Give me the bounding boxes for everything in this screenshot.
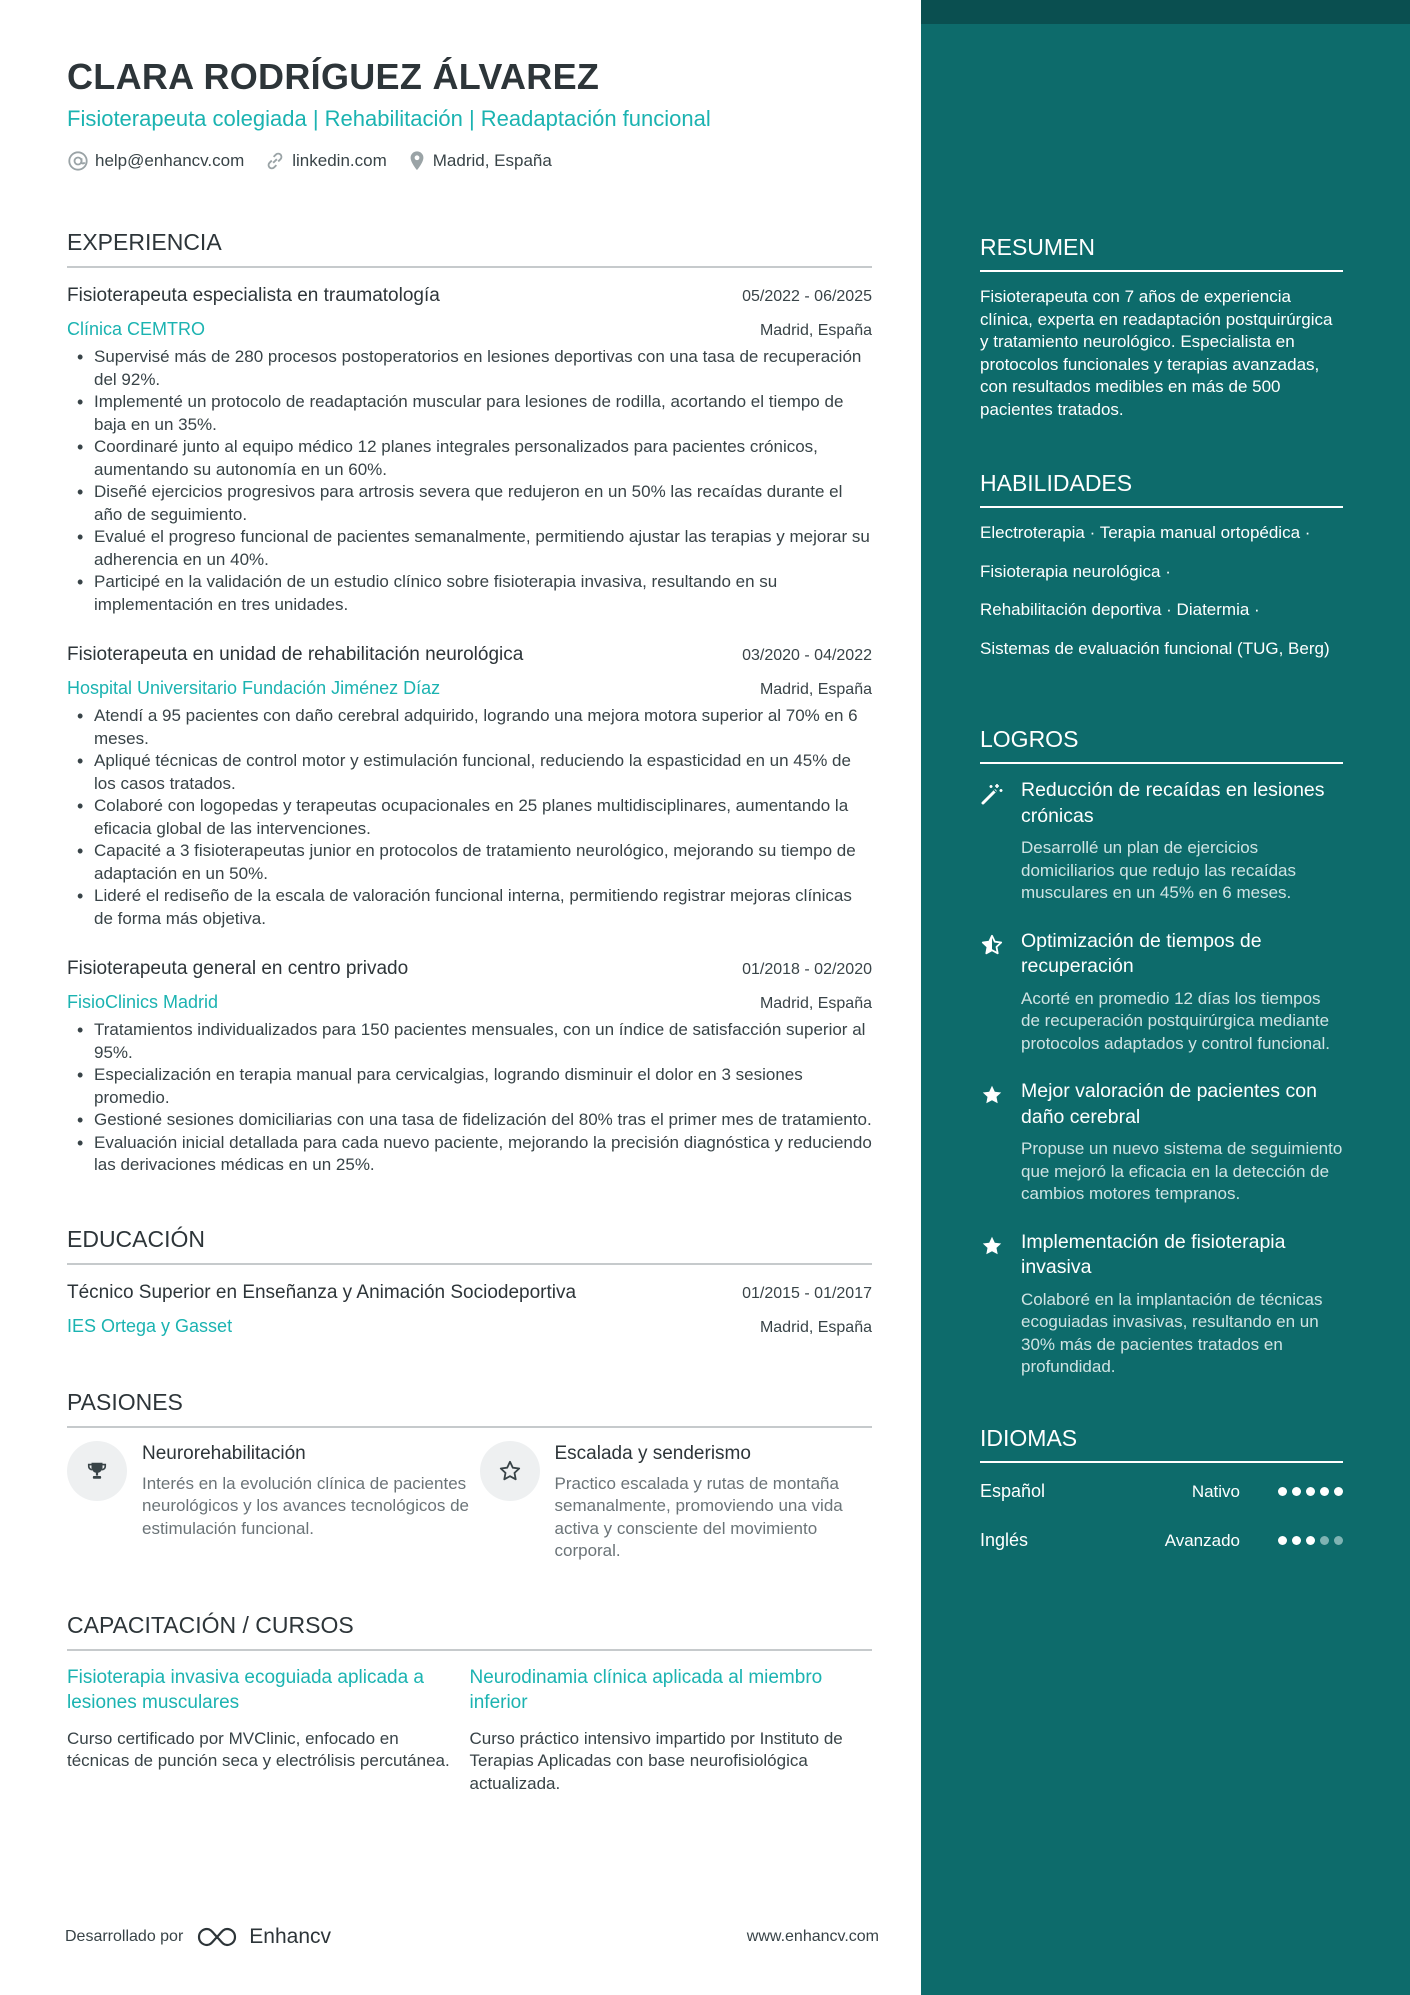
bullet-item: • Participé en la validación de un estudio clínico sobre fisioterapia invasiva, resultando en su implementación en tres unidades. (67, 571, 872, 616)
job-company: Clínica CEMTRO (67, 319, 206, 339)
school-location: Madrid, España (759, 1318, 872, 1336)
passion-title: Escalada y senderismo (554, 1442, 751, 1464)
courses-section (67, 1610, 872, 1796)
contact-linkedin[interactable] (264, 150, 387, 172)
brand-name: Enhancv (249, 1925, 332, 1948)
rating-dot-empty (1320, 1536, 1329, 1545)
rating-dot-filled (1278, 1487, 1287, 1496)
achievement-desc: Acorté en promedio 12 días los tiempos de recuperación postquirúrgica mediante protocolos adaptados y control funcional. (1021, 988, 1331, 1053)
passions-section (67, 1387, 872, 1563)
bullet-item: • Diseñé ejercicios progresivos para artrosis severa que redujeron en un 50% las recaídas durante el año de seguimiento. (67, 481, 872, 526)
email-text: help@enhancv.com (95, 151, 245, 170)
skill-line: Sistemas de evaluación funcional (TUG, Berg) (980, 638, 1330, 658)
trophy-icon (86, 1460, 108, 1482)
rating-dot-filled (1292, 1536, 1301, 1545)
skills-heading: HABILIDADES (980, 468, 1343, 508)
school-name: IES Ortega y Gasset (67, 1315, 233, 1336)
job-bullets (67, 1019, 872, 1177)
bullet-item: • Apliqué técnicas de control motor y estimulación funcional, reduciendo la espasticidad en un 45% de los casos tratados. (67, 750, 872, 795)
passion-title: Neurorehabilitación (142, 1442, 306, 1464)
achievement-item (980, 1230, 1343, 1379)
bullet-item: • Supervisé más de 280 procesos postoperatorios en lesiones deportivas con una tasa de recuperación del 92%. (67, 346, 872, 391)
bullet-item: • Lideré el rediseño de la escala de valoración funcional interna, permitiendo registrar mejoras clínicas de forma más objetiva. (67, 885, 872, 930)
job-dates: 05/2022 - 06/2025 (742, 288, 872, 305)
job-company: FisioClinics Madrid (67, 992, 219, 1012)
achievement-item (980, 778, 1343, 905)
achievement-desc: Propuse un nuevo sistema de seguimiento que mejoró la eficacia en la detección de cambios motores tempranos. (1021, 1139, 1343, 1203)
passion-desc: Interés en la evolución clínica de pacientes neurológicos y los avances tecnológicos de estimulación funcional. (142, 1473, 469, 1538)
candidate-name: CLARA RODRÍGUEZ ÁLVAREZ (67, 56, 600, 97)
course-desc: Curso práctico intensivo impartido por Instituto de Terapias Aplicadas con base neurofisiológica actualizada. (469, 1728, 843, 1793)
candidate-title: Fisioterapeuta colegiada | Rehabilitación | Readaptación funcional (67, 106, 711, 131)
languages-heading: IDIOMAS (980, 1423, 1343, 1463)
brand-logo[interactable] (195, 1925, 331, 1949)
skill-line: Fisioterapia neurológica · (980, 561, 1171, 581)
job-dates: 01/2018 - 02/2020 (742, 961, 872, 978)
star-icon (980, 1083, 1004, 1107)
languages-section (980, 1423, 1343, 1554)
job-entry (67, 956, 872, 1177)
course-desc: Curso certificado por MVClinic, enfocado en técnicas de punción seca y electrólisis percutánea. (67, 1728, 450, 1770)
linkedin-text: linkedin.com (292, 151, 387, 170)
passion-desc: Practico escalada y rutas de montaña semanalmente, promoviendo una vida activa y consciente del movimiento corporal. (554, 1473, 843, 1560)
passion-item (470, 1441, 873, 1563)
bullet-item: • Evalué el progreso funcional de pacientes semanalmente, permitiendo ajustar las terapias y mejorar su adherencia en un 40%. (67, 526, 872, 571)
summary-text: Fisioterapeuta con 7 años de experiencia clínica, experta en readaptación postquirúrgica y tratamiento neurológico. Especialista en protocolos funcionales y terapias avanzadas, con resultados medibles en más de 500 pacientes tratados. (980, 287, 1333, 419)
achievement-title: Optimización de tiempos de recuperación (1021, 929, 1262, 977)
education-heading: EDUCACIÓN (67, 1224, 872, 1265)
achievements-heading: LOGROS (980, 724, 1343, 764)
rating-dot-filled (1334, 1487, 1343, 1496)
footer (65, 1925, 879, 1949)
achievement-item (980, 1079, 1343, 1206)
language-item (980, 1528, 1343, 1554)
education-section (67, 1224, 872, 1338)
course-title: Fisioterapia invasiva ecoguiada aplicada a lesiones musculares (67, 1666, 425, 1713)
at-icon (67, 150, 89, 172)
language-name: Inglés (980, 1530, 1029, 1550)
skills-list (980, 522, 1343, 660)
language-level: Nativo (1191, 1481, 1240, 1501)
developed-by-text: Desarrollado por (65, 1928, 184, 1945)
achievements-section (980, 724, 1343, 1379)
bullet-item: • Gestioné sesiones domiciliarias con una tasa de fidelización del 80% tras el primer mes de tratamiento. (67, 1109, 872, 1132)
bullet-item: • Implementé un protocolo de readaptación muscular para lesiones de rodilla, acortando el tiempo de baja en un 35%. (67, 391, 872, 436)
bullet-item: • Colaboré con logopedas y terapeutas ocupacionales en 25 planes multidisciplinares, aumentando la eficacia global de las intervenciones. (67, 795, 872, 840)
bullet-item: • Coordinaré junto al equipo médico 12 planes integrales personalizados para pacientes crónicos, aumentando su autonomía en un 60%. (67, 436, 872, 481)
course-item (67, 1665, 470, 1796)
bullet-item: • Evaluación inicial detallada para cada nuevo paciente, mejorando la precisión diagnóstica y reduciendo las derivaciones médicas en un 25%. (67, 1132, 872, 1177)
passions-heading: PASIONES (67, 1387, 872, 1428)
job-entry (67, 642, 872, 930)
language-name: Español (980, 1481, 1046, 1501)
courses-heading: CAPACITACIÓN / CURSOS (67, 1610, 872, 1651)
job-role: Fisioterapeuta general en centro privado (67, 958, 409, 979)
job-location: Madrid, España (759, 995, 872, 1012)
skills-section (980, 468, 1343, 660)
contact-location (407, 150, 552, 172)
link-icon (264, 150, 286, 172)
experience-section (67, 227, 872, 1177)
bullet-item: • Capacité a 3 fisioterapeutas junior en protocolos de tratamiento neurológico, mejorando su tiempo de adaptación en un 50%. (67, 840, 872, 885)
job-location: Madrid, España (759, 322, 872, 339)
education-entry (67, 1280, 872, 1338)
summary-heading: RESUMEN (980, 232, 1343, 272)
job-role: Fisioterapeuta especialista en traumatología (67, 285, 440, 306)
rating-dot-filled (1306, 1536, 1315, 1545)
course-item (470, 1665, 873, 1796)
bullet-item: • Tratamientos individualizados para 150 pacientes mensuales, con un índice de satisfacción superior al 95%. (67, 1019, 872, 1064)
achievement-item (980, 929, 1343, 1056)
star-icon (980, 1234, 1004, 1258)
enhancv-logo-icon (195, 1925, 241, 1949)
skill-line: Electroterapia · Terapia manual ortopédica · (980, 523, 1311, 542)
language-rating (1273, 1487, 1343, 1496)
job-dates: 03/2020 - 04/2022 (742, 647, 872, 664)
achievement-title: Mejor valoración de pacientes con daño cerebral (1021, 1080, 1317, 1128)
experience-heading: EXPERIENCIA (67, 227, 872, 268)
passion-item (67, 1441, 470, 1563)
bullet-item: • Atendí a 95 pacientes con daño cerebral adquirido, logrando una mejora motora superior al 70% en 6 meses. (67, 705, 872, 750)
rating-dot-filled (1320, 1487, 1329, 1496)
location-pin-icon (407, 150, 427, 172)
star-outline-icon (498, 1459, 522, 1483)
course-title: Neurodinamia clínica aplicada al miembro inferior (469, 1666, 823, 1713)
achievement-desc: Colaboré en la implantación de técnicas ecoguiadas invasivas, resultando en un 30% más de pacientes tratados en profundidad. (1021, 1289, 1323, 1376)
sidebar (921, 0, 1410, 1995)
achievement-desc: Desarrollé un plan de ejercicios domiciliarios que redujo las recaídas musculares en un 45% en 6 meses. (1021, 838, 1296, 902)
star-half-icon (980, 933, 1004, 957)
skill-line: Rehabilitación deportiva · Diatermia · (980, 600, 1260, 619)
location-text: Madrid, España (432, 151, 552, 170)
job-bullets (67, 346, 872, 616)
rating-dot-filled (1306, 1487, 1315, 1496)
education-dates: 01/2015 - 01/2017 (742, 1284, 872, 1302)
achievement-title: Reducción de recaídas en lesiones crónicas (1021, 779, 1325, 827)
language-item (980, 1479, 1343, 1505)
summary-section (980, 232, 1343, 421)
job-role: Fisioterapeuta en unidad de rehabilitación neurológica (67, 644, 524, 665)
magic-wand-icon (980, 782, 1004, 806)
language-rating (1273, 1536, 1343, 1545)
contact-email[interactable] (67, 150, 244, 172)
rating-dot-filled (1292, 1487, 1301, 1496)
sidebar-top-band (921, 0, 1410, 24)
contact-bar (67, 149, 872, 173)
degree-title: Técnico Superior en Enseñanza y Animación Sociodeportiva (67, 1281, 577, 1303)
achievement-title: Implementación de fisioterapia invasiva (1021, 1230, 1286, 1278)
rating-dot-filled (1278, 1536, 1287, 1545)
bullet-item: • Especialización en terapia manual para cervicalgias, logrando disminuir el dolor en 3 sesiones promedio. (67, 1064, 872, 1109)
job-location: Madrid, España (759, 681, 872, 698)
job-entry (67, 283, 872, 616)
rating-dot-empty (1334, 1536, 1343, 1545)
job-company: Hospital Universitario Fundación Jiménez Díaz (67, 678, 441, 698)
job-bullets (67, 705, 872, 930)
website-link[interactable]: www.enhancv.com (746, 1928, 879, 1945)
language-level: Avanzado (1164, 1530, 1240, 1550)
